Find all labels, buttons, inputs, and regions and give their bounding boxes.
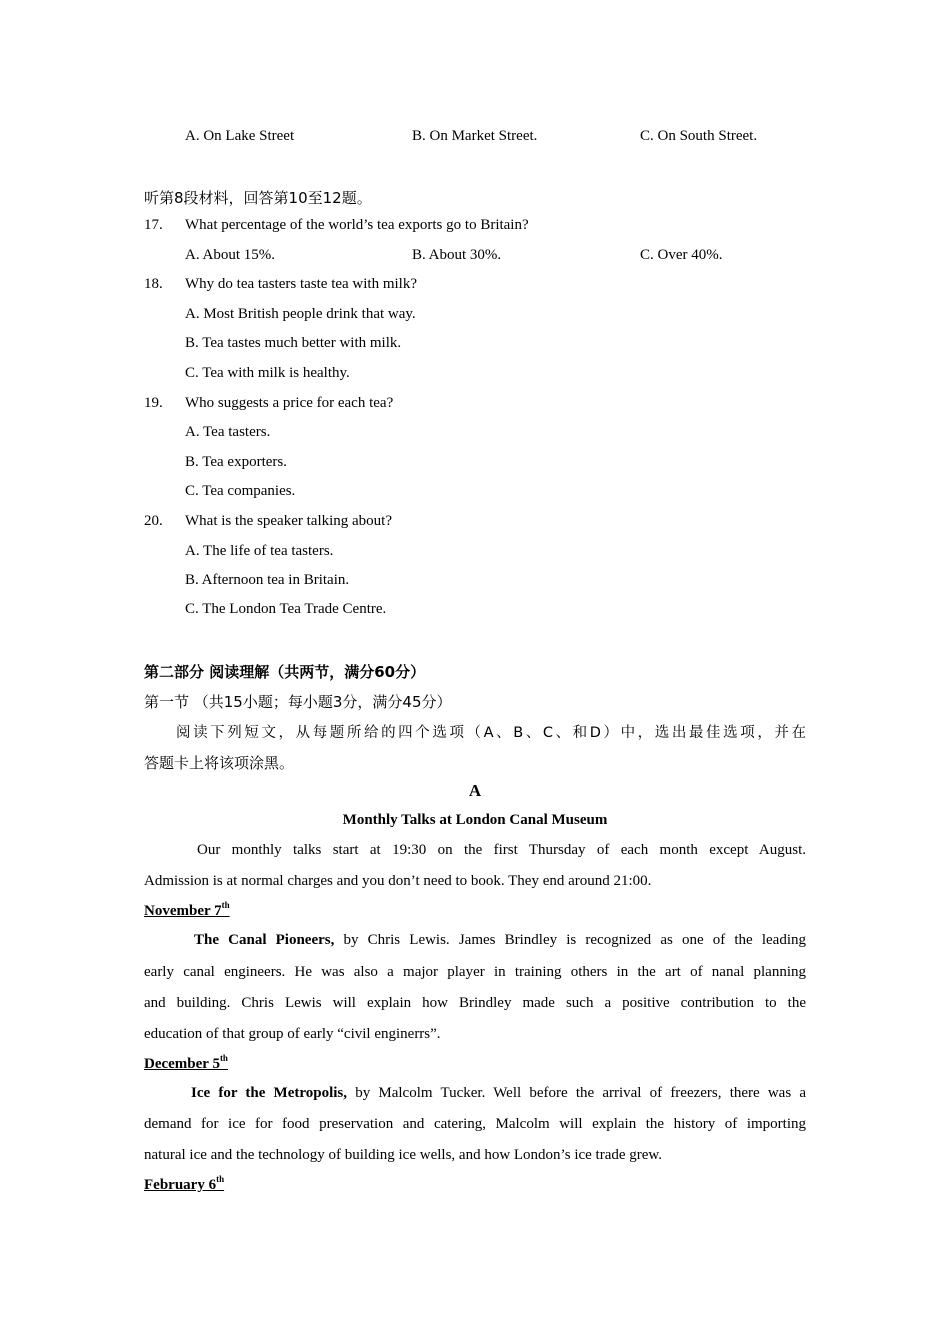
option-b: B. About 30%.	[412, 247, 502, 263]
intro-line1: Our monthly talks start at 19:30 on the first Thursday of each month except August.	[197, 842, 806, 858]
option-b: B. Afternoon tea in Britain.	[185, 572, 350, 588]
event-date-text: November 7	[144, 903, 222, 919]
question-text: What is the speaker talking about?	[185, 513, 393, 529]
date-suffix: th	[219, 1053, 228, 1063]
option-a: A. Most British people drink that way.	[185, 306, 416, 322]
event-paragraph-line: and building. Chris Lewis will explain how Brindley made such a positive contribution to the	[144, 995, 806, 1011]
q16-option-c: C. On South Street.	[640, 128, 758, 144]
q16-option-b: B. On Market Street.	[412, 128, 538, 144]
question-number: 17.	[144, 217, 163, 233]
event-title: Ice for the Metropolis,	[191, 1085, 348, 1101]
option-c: C. The London Tea Trade Centre.	[185, 601, 387, 617]
option-c: C. Over 40%.	[640, 247, 723, 263]
event-title: The Canal Pioneers,	[194, 932, 335, 948]
instructions-line2: 答题卡上将该项涂黑。	[144, 754, 295, 772]
section1-heading: 第一节 （共15小题；每小题3分，满分45分）	[144, 693, 452, 711]
event-date-february	[144, 1174, 225, 1194]
part2-heading: 第二部分 阅读理解（共两节，满分60分）	[144, 663, 426, 681]
question-text: Why do tea tasters taste tea with milk?	[185, 276, 418, 292]
event-paragraph-line	[194, 932, 806, 949]
event-paragraph-line: demand for ice for food preservation and catering, Malcolm will explain the history of importing	[144, 1116, 806, 1132]
event-date-december	[144, 1053, 228, 1073]
passage-title: Monthly Talks at London Canal Museum	[342, 812, 608, 828]
event-paragraph-line	[191, 1085, 806, 1102]
date-suffix: th	[216, 1174, 225, 1184]
event-text: by Malcolm Tucker. Well before the arrival of freezers, there was a	[355, 1085, 807, 1101]
passage-letter: A	[468, 781, 482, 800]
event-paragraph-line: natural ice and the technology of building ice wells, and how London’s ice trade grew.	[144, 1147, 663, 1163]
option-a: A. Tea tasters.	[185, 424, 271, 440]
event-date-text: December 5	[144, 1056, 220, 1072]
event-text: by Chris Lewis. James Brindley is recognized as one of the leading	[343, 932, 806, 948]
question-text: Who suggests a price for each tea?	[185, 395, 394, 411]
event-date-november	[144, 900, 230, 920]
q16-option-a: A. On Lake Street	[185, 128, 295, 144]
event-date-text: February 6	[144, 1177, 217, 1193]
event-paragraph-line: early canal engineers. He was also a major player in training others in the art of nanal planning	[144, 964, 806, 980]
option-c: C. Tea with milk is healthy.	[185, 365, 350, 381]
option-a: A. About 15%.	[185, 247, 275, 263]
option-a: A. The life of tea tasters.	[185, 543, 334, 559]
option-b: B. Tea tastes much better with milk.	[185, 335, 402, 351]
date-suffix: th	[221, 900, 230, 910]
option-c: C. Tea companies.	[185, 483, 296, 499]
option-b: B. Tea exporters.	[185, 454, 287, 470]
section8-intro: 听第8段材料，回答第10至12题。	[144, 189, 372, 207]
instructions-line1: 阅读下列短文，从每题所给的四个选项（A、B、C、和D）中，选出最佳选项，并在	[176, 725, 806, 741]
question-number: 18.	[144, 276, 163, 292]
question-number: 20.	[144, 513, 163, 529]
intro-line2: Admission is at normal charges and you don’t need to book. They end around 21:00.	[144, 873, 652, 889]
event-paragraph-line: education of that group of early “civil enginerrs”.	[144, 1026, 441, 1042]
question-number: 19.	[144, 395, 163, 411]
question-text: What percentage of the world’s tea exports go to Britain?	[185, 217, 529, 233]
